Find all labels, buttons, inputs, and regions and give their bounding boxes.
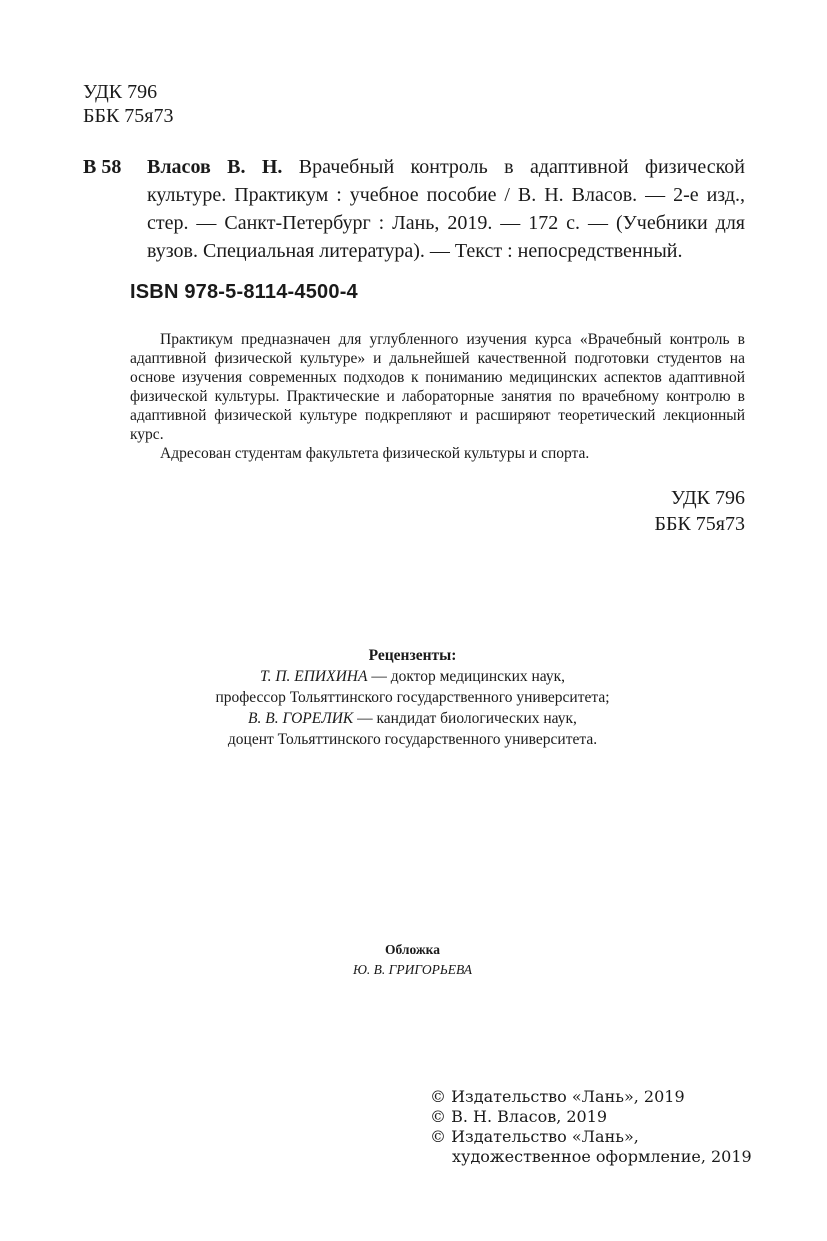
bbk-code-right: ББК 75я73 <box>654 513 745 535</box>
cover-designer: Ю. В. ГРИГОРЬЕВА <box>352 962 473 977</box>
isbn: ISBN 978-5-8114-4500-4 <box>130 281 358 303</box>
copyright-design: © Издательство «Лань», <box>430 1127 639 1146</box>
copyright-block <box>430 1087 752 1167</box>
reviewer-1-degree: — доктор медицинских наук, <box>367 668 566 685</box>
copyright-author: © В. Н. Власов, 2019 <box>430 1107 608 1126</box>
reviewer-2-degree: — кандидат биологических наук, <box>353 710 577 727</box>
cover-credit <box>160 940 665 980</box>
udk-code: УДК 796 <box>83 81 158 103</box>
right-classification <box>654 485 745 537</box>
book-description: Врачебный контроль в адаптивной физической культуре. Практикум : учебное пособие / В. Н. Власов. — 2-е изд., стер. — Санкт-Петербург : Лань, 2019. — 172 с. — (Учебники для вузов. Специальная литература). — Текст : непосредственный. <box>147 156 745 262</box>
top-classification <box>83 80 174 128</box>
reviewers-block <box>160 645 665 750</box>
udk-code-right: УДК 796 <box>670 487 745 509</box>
reviewer-2-name: В. В. ГОРЕЛИК <box>248 710 354 727</box>
reviewers-heading: Рецензенты: <box>368 647 457 664</box>
reviewer-1-name: Т. П. ЕПИХИНА <box>259 668 368 685</box>
cover-heading: Обложка <box>384 942 440 957</box>
copyright-publisher: © Издательство «Лань», 2019 <box>430 1087 685 1106</box>
reviewer-1-position: профессор Тольяттинского государственного университета; <box>215 689 610 706</box>
author-sign: В 58 <box>83 156 122 178</box>
bibliographic-record <box>83 153 745 265</box>
copyright-design-detail: художественное оформление, 2019 <box>452 1147 752 1166</box>
annotation <box>130 330 745 463</box>
annotation-paragraph: Практикум предназначен для углубленного изучения курса «Врачебный контроль в адаптивной физической культуре» и дальнейшей качественной подготовки студентов на основе изучения современных подходов к пониманию медицинских аспектов адаптивной физической культуры. Практические и лабораторные занятия по врачебному контролю в адаптивной физической культуре подкрепляют и расширяют теоретический лекционный курс. <box>130 331 745 443</box>
author-name: Власов В. Н. <box>147 156 283 178</box>
bibliographic-description <box>147 153 745 265</box>
reviewer-2 <box>160 708 665 729</box>
annotation-audience: Адресован студентам факультета физической культуры и спорта. <box>160 445 590 462</box>
reviewer-1 <box>160 666 665 687</box>
bbk-code: ББК 75я73 <box>83 105 174 127</box>
reviewer-2-position: доцент Тольяттинского государственного университета. <box>227 731 598 748</box>
